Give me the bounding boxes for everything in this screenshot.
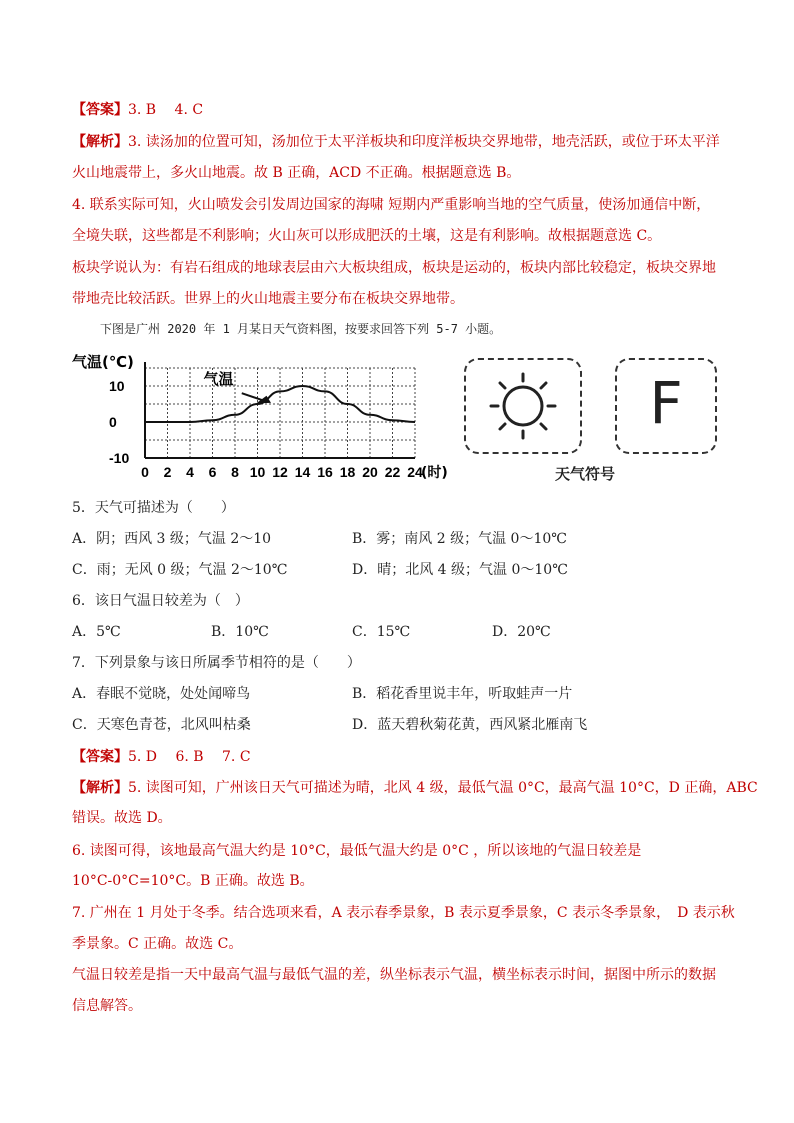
analysis-line: 7. 广州在 1 月处于冬季。结合选项来看，A 表示春季景象，B 表示夏季景象，C 表示冬季景象， D 表示秋 — [72, 905, 735, 921]
temperature-chart — [70, 350, 448, 485]
analysis-line: 4. 联系实际可知，火山喷发会引发周边国家的海啸 短期内严重影响当地的空气质量，使汤加通信中断， — [72, 197, 711, 213]
x-tick-label: 0 — [141, 464, 149, 480]
q6-option-c: C．15℃ — [352, 624, 411, 640]
analysis-line: 带地壳比较活跃。世界上的火山地震主要分布在板块交界地带。 — [72, 291, 464, 307]
y-tick-label: 0 — [109, 414, 117, 430]
y-tick-label: -10 — [109, 450, 130, 466]
wind-symbol-box — [615, 358, 717, 454]
wind-letter: F — [649, 369, 683, 437]
q7-option-a: A．春眠不觉晓，处处闻啼鸟 — [72, 686, 251, 702]
q6-option-b: B．10℃ — [211, 624, 269, 640]
analysis-line — [72, 132, 720, 152]
x-tick-label: 2 — [163, 464, 172, 480]
curve-label-arrow — [242, 393, 263, 400]
analysis-line: 错误。故选 D。 — [72, 810, 172, 826]
analysis-line: 6. 读图可得，该地最高气温大约是 10°C，最低气温大约是 0°C ，所以该地的气温日较差是 — [72, 843, 642, 859]
x-tick-label: 12 — [272, 464, 288, 480]
q7-option-c: C．天寒色青苍，北风叫枯桑 — [72, 717, 251, 733]
y-axis-label: 气温(℃) — [72, 353, 134, 371]
q5-option-b: B．雾；南风 2 级；气温 0～10℃ — [352, 531, 567, 547]
analysis-line: 气温日较差是指一天中最高气温与最低气温的差，纵坐标表示气温，横坐标表示时间，据图中所示的数据 — [72, 967, 716, 983]
analysis-line: 全境失联，这些都是不利影响；火山灰可以形成肥沃的土壤，这是有利影响。故根据题意选 C。 — [72, 228, 662, 244]
q7-option-b: B．稻花香里说丰年，听取蛙声一片 — [352, 686, 573, 702]
x-axis-label: (时) — [421, 465, 448, 481]
analysis-line — [72, 778, 758, 798]
answer-text: 3. B 4. C — [128, 102, 204, 118]
analysis-line: 火山地震带上，多火山地震。故 B 正确，ACD 不正确。根据题意选 B。 — [72, 165, 521, 181]
x-tick-label: 22 — [384, 464, 401, 480]
answer-line-1 — [72, 100, 203, 120]
x-tick-label: 24 — [407, 464, 423, 480]
q5-option-d: D．晴；北风 4 级；气温 0～10℃ — [352, 562, 568, 578]
answer-text: 5. D 6. B 7. C — [128, 749, 251, 765]
x-tick-label: 6 — [208, 464, 217, 480]
weather-symbol-caption: 天气符号 — [555, 465, 616, 483]
analysis-tag: 【解析】 — [72, 780, 128, 796]
question-5-stem: 5．天气可描述为（ ） — [72, 500, 235, 516]
analysis-line: 季景象。C 正确。故选 C。 — [72, 936, 243, 952]
analysis-text: 3. 读汤加的位置可知，汤加位于太平洋板块和印度洋板块交界地带，地壳活跃，或位于环太平洋 — [128, 134, 720, 150]
answer-tag: 【答案】 — [72, 749, 128, 765]
x-tick-label: 20 — [362, 464, 378, 480]
x-tick-label: 10 — [249, 464, 266, 480]
analysis-tag: 【解析】 — [72, 134, 128, 150]
question-intro: 下图是广州 2020 年 1 月某日天气资料图，按要求回答下列 5-7 小题。 — [100, 322, 502, 336]
q5-option-c: C．雨；无风 0 级；气温 2～10℃ — [72, 562, 288, 578]
answer-line-2 — [72, 747, 251, 767]
y-tick-label: 10 — [109, 378, 125, 394]
q7-option-d: D．蓝天碧秋菊花黄，西风紧北雁南飞 — [352, 717, 588, 733]
analysis-line: 板块学说认为：有岩石组成的地球表层由六大板块组成，板块是运动的，板块内部比较稳定，板块交界地 — [72, 260, 716, 276]
analysis-line: 信息解答。 — [72, 998, 142, 1014]
x-tick-label: 16 — [317, 464, 333, 480]
answer-tag: 【答案】 — [72, 102, 128, 118]
q6-option-d: D．20℃ — [492, 624, 551, 640]
x-tick-label: 8 — [231, 464, 239, 480]
q5-option-a: A．阴；西风 3 级；气温 2～10 — [72, 531, 272, 547]
question-7-stem: 7．下列景象与该日所属季节相符的是（ ） — [72, 655, 361, 671]
x-tick-label: 18 — [339, 464, 356, 480]
x-tick-label: 4 — [186, 464, 194, 480]
q6-option-a: A．5℃ — [72, 624, 121, 640]
analysis-line: 10°C-0°C=10°C。B 正确。故选 B。 — [72, 873, 314, 889]
x-tick-label: 14 — [294, 464, 311, 480]
analysis-text: 5. 读图可知，广州该日天气可描述为晴，北风 4 级，最低气温 0°C，最高气温 10°C，D 正确，ABC — [128, 780, 758, 796]
sun-icon — [466, 360, 580, 452]
question-6-stem: 6．该日气温日较差为（ ） — [72, 593, 249, 609]
sun-symbol-box — [464, 358, 582, 454]
curve-label: 气温 — [203, 370, 234, 389]
